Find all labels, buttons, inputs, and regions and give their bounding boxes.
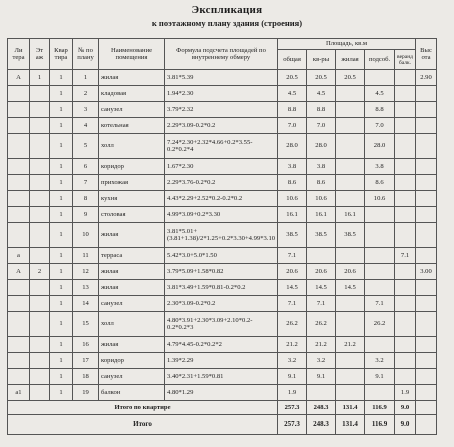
header-height: Выс ота [416,39,437,70]
room-number-cell: 10 [73,223,99,248]
auxiliary-area-cell: 3.8 [365,159,395,175]
total-area-cell: 10.6 [278,191,307,207]
litera-cell [8,86,30,102]
total-label: Итого [8,415,278,435]
formula-cell: 3.81*5.39 [165,70,278,86]
veranda-area-cell: 1.9 [395,385,416,401]
litera-cell [8,175,30,191]
apartment-cell: 1 [50,70,73,86]
table-row [8,207,437,223]
table-row [8,86,437,102]
veranda-area-cell [395,159,416,175]
apartment-area-cell: 4.5 [307,86,336,102]
height-cell [416,312,437,337]
total-value-cell: 257.3 [278,415,307,435]
floor-cell [30,280,50,296]
room-name-cell: коридор [99,353,165,369]
floor-cell [30,207,50,223]
floor-cell [30,86,50,102]
formula-cell: 4.80*3.91+2.30*3.09+2.10*0.2-0.2*0.2*3 [165,312,278,337]
auxiliary-area-cell: 28.0 [365,134,395,159]
auxiliary-area-cell [365,223,395,248]
total-value-cell: 248.3 [307,415,336,435]
total-area-cell: 8.8 [278,102,307,118]
room-name-cell: холл [99,134,165,159]
auxiliary-area-cell: 7.0 [365,118,395,134]
room-name-cell: жилая [99,70,165,86]
litera-cell [8,102,30,118]
table-row [8,280,437,296]
living-area-cell [336,102,365,118]
veranda-area-cell: 7.1 [395,248,416,264]
room-number-cell: 11 [73,248,99,264]
apartment-area-cell: 20.6 [307,264,336,280]
formula-cell: 4.99*3.09+0.2*3.30 [165,207,278,223]
living-area-cell: 20.6 [336,264,365,280]
apartment-area-cell: 7.0 [307,118,336,134]
formula-cell: 7.24*2.30+2.32*4.66+0.2*3.55-0.2*0.2*4 [165,134,278,159]
auxiliary-area-cell [365,248,395,264]
room-number-cell: 14 [73,296,99,312]
veranda-area-cell [395,280,416,296]
room-name-cell: жилая [99,264,165,280]
formula-cell: 3.79*2.32 [165,102,278,118]
table-row [8,102,437,118]
auxiliary-area-cell [365,337,395,353]
height-cell [416,159,437,175]
height-cell [416,248,437,264]
total-area-cell: 7.0 [278,118,307,134]
living-area-cell [336,248,365,264]
apartment-cell: 1 [50,385,73,401]
living-area-cell: 14.5 [336,280,365,296]
total-area-cell: 7.1 [278,296,307,312]
apartment-area-cell: 21.2 [307,337,336,353]
veranda-area-cell [395,296,416,312]
formula-cell: 3.81*5.01+(3.81+1.38)/2*1.25+0.2*3.30+4.99*3.10 [165,223,278,248]
table-row [8,385,437,401]
room-number-cell: 9 [73,207,99,223]
litera-cell: А [8,70,30,86]
apartment-area-cell: 38.5 [307,223,336,248]
apartment-area-cell: 28.0 [307,134,336,159]
header-area: Площадь, кв.м [278,39,416,50]
litera-cell [8,280,30,296]
apartment-cell: 1 [50,223,73,248]
height-cell [416,223,437,248]
empty-cell [416,415,437,435]
litera-cell [8,369,30,385]
total-value-cell: 116.9 [365,415,395,435]
total-area-cell: 3.8 [278,159,307,175]
table-row [8,159,437,175]
apartment-total-row [8,401,437,415]
apartment-cell: 1 [50,280,73,296]
height-cell [416,86,437,102]
floor-cell [30,159,50,175]
room-number-cell: 13 [73,280,99,296]
empty-cell [416,401,437,415]
room-number-cell: 6 [73,159,99,175]
height-cell [416,175,437,191]
header-auxiliary-area: подсоб. [365,50,395,70]
room-name-cell: терраса [99,248,165,264]
room-name-cell: котельная [99,118,165,134]
height-cell [416,369,437,385]
total-value-cell: 9.0 [395,401,416,415]
formula-cell: 2.29*3.76-0.2*0.2 [165,175,278,191]
litera-cell [8,191,30,207]
room-name-cell: коридор [99,159,165,175]
apartment-cell: 1 [50,207,73,223]
floor-cell [30,248,50,264]
total-area-cell: 8.6 [278,175,307,191]
litera-cell [8,353,30,369]
apartment-area-cell [307,385,336,401]
auxiliary-area-cell [365,385,395,401]
living-area-cell [336,385,365,401]
room-name-cell: санузел [99,102,165,118]
room-number-cell: 17 [73,353,99,369]
total-area-cell: 1.9 [278,385,307,401]
total-area-cell: 26.2 [278,312,307,337]
room-name-cell: жилая [99,337,165,353]
apartment-area-cell: 10.6 [307,191,336,207]
living-area-cell: 21.2 [336,337,365,353]
apartment-area-cell: 7.1 [307,296,336,312]
apartment-area-cell [307,248,336,264]
room-number-cell: 18 [73,369,99,385]
total-area-cell: 4.5 [278,86,307,102]
room-number-cell: 16 [73,337,99,353]
floor-cell [30,191,50,207]
room-number-cell: 1 [73,70,99,86]
total-value-cell: 257.3 [278,401,307,415]
living-area-cell: 38.5 [336,223,365,248]
floor-cell [30,296,50,312]
veranda-area-cell [395,207,416,223]
litera-cell [8,223,30,248]
veranda-area-cell [395,223,416,248]
apartment-cell: 1 [50,118,73,134]
header-litera: Ли тера [8,39,30,70]
apartment-cell: 1 [50,191,73,207]
litera-cell [8,207,30,223]
veranda-area-cell [395,264,416,280]
litera-cell [8,134,30,159]
total-area-cell: 21.2 [278,337,307,353]
header-formula: Формула подсчета площадей по внутреннему обмеру [165,39,278,70]
auxiliary-area-cell [365,280,395,296]
apartment-area-cell: 3.8 [307,159,336,175]
living-area-cell [336,175,365,191]
room-name-cell: холл [99,312,165,337]
total-area-cell: 16.1 [278,207,307,223]
living-area-cell: 20.5 [336,70,365,86]
total-value-cell: 116.9 [365,401,395,415]
living-area-cell [336,312,365,337]
height-cell [416,337,437,353]
apartment-cell: 1 [50,353,73,369]
formula-cell: 3.40*2.31+1.59*0.81 [165,369,278,385]
apartment-cell: 1 [50,159,73,175]
total-area-cell: 20.6 [278,264,307,280]
living-area-cell [336,134,365,159]
formula-cell: 1.67*2.30 [165,159,278,175]
formula-cell: 4.43*2.29+2.52*0.2-0.2*0.2 [165,191,278,207]
floor-cell [30,134,50,159]
height-cell: 2.90 [416,70,437,86]
litera-cell: а1 [8,385,30,401]
litera-cell [8,296,30,312]
document-title: Экспликация [191,4,263,16]
auxiliary-area-cell [365,70,395,86]
table-row [8,191,437,207]
total-value-cell: 131.4 [336,415,365,435]
veranda-area-cell [395,102,416,118]
table-row [8,223,437,248]
header-living-area: жилая [336,50,365,70]
apartment-area-cell: 20.5 [307,70,336,86]
height-cell [416,118,437,134]
room-number-cell: 4 [73,118,99,134]
apartment-area-cell: 8.8 [307,102,336,118]
height-cell [416,102,437,118]
litera-cell [8,337,30,353]
height-cell [416,280,437,296]
table-row [8,369,437,385]
living-area-cell [336,296,365,312]
apartment-cell: 1 [50,312,73,337]
room-name-cell: санузел [99,369,165,385]
floor-cell: 2 [30,264,50,280]
total-area-cell: 7.1 [278,248,307,264]
header-veranda-area: веранд балк. [395,50,416,70]
veranda-area-cell [395,134,416,159]
room-number-cell: 5 [73,134,99,159]
veranda-area-cell [395,312,416,337]
auxiliary-area-cell [365,207,395,223]
litera-cell [8,312,30,337]
living-area-cell [336,369,365,385]
total-area-cell: 14.5 [278,280,307,296]
table-row [8,337,437,353]
height-cell [416,134,437,159]
room-number-cell: 7 [73,175,99,191]
formula-cell: 1.94*2.30 [165,86,278,102]
table-row [8,134,437,159]
total-value-cell: 9.0 [395,415,416,435]
floor-cell [30,102,50,118]
auxiliary-area-cell: 3.2 [365,353,395,369]
total-area-cell: 20.5 [278,70,307,86]
height-cell: 3.00 [416,264,437,280]
apartment-area-cell: 8.6 [307,175,336,191]
apartment-cell: 1 [50,369,73,385]
litera-cell: А [8,264,30,280]
formula-cell: 1.39*2.29 [165,353,278,369]
total-area-cell: 9.1 [278,369,307,385]
auxiliary-area-cell: 10.6 [365,191,395,207]
table-row [8,118,437,134]
room-number-cell: 15 [73,312,99,337]
document-subtitle: к поэтажному плану здания (строения) [151,18,303,28]
floor-cell [30,369,50,385]
floor-cell [30,175,50,191]
apartment-cell: 1 [50,337,73,353]
litera-cell: а [8,248,30,264]
room-number-cell: 2 [73,86,99,102]
apartment-cell: 1 [50,86,73,102]
auxiliary-area-cell: 7.1 [365,296,395,312]
table-row [8,70,437,86]
auxiliary-area-cell: 8.6 [365,175,395,191]
height-cell [416,296,437,312]
total-value-cell: 248.3 [307,401,336,415]
auxiliary-area-cell: 26.2 [365,312,395,337]
floor-cell [30,312,50,337]
room-name-cell: санузел [99,296,165,312]
formula-cell: 4.80*1.29 [165,385,278,401]
table-row [8,264,437,280]
room-name-cell: столовая [99,207,165,223]
total-area-cell: 3.2 [278,353,307,369]
veranda-area-cell [395,191,416,207]
living-area-cell [336,353,365,369]
apartment-cell: 1 [50,134,73,159]
floor-cell [30,353,50,369]
living-area-cell: 16.1 [336,207,365,223]
formula-cell: 2.29*3.09-0.2*0.2 [165,118,278,134]
table-row [8,296,437,312]
apartment-cell: 1 [50,296,73,312]
floor-cell [30,337,50,353]
veranda-area-cell [395,86,416,102]
apartment-cell: 1 [50,264,73,280]
room-name-cell: кладовая [99,86,165,102]
height-cell [416,385,437,401]
formula-cell: 2.30*3.09-0.2*0.2 [165,296,278,312]
height-cell [416,353,437,369]
veranda-area-cell [395,353,416,369]
height-cell [416,207,437,223]
room-number-cell: 3 [73,102,99,118]
room-name-cell: жилая [99,280,165,296]
veranda-area-cell [395,118,416,134]
formula-cell: 4.79*4.45-0.2*0.2*2 [165,337,278,353]
apartment-area-cell: 14.5 [307,280,336,296]
total-area-cell: 28.0 [278,134,307,159]
explication-table [7,38,437,435]
total-label: Итого по квартире [8,401,278,415]
table-row [8,175,437,191]
grand-total-row [8,415,437,435]
litera-cell [8,118,30,134]
header-room-number: № по плану [73,39,99,70]
room-name-cell: прихожая [99,175,165,191]
veranda-area-cell [395,175,416,191]
table-row [8,353,437,369]
formula-cell: 5.42*3.0+5.0*1.50 [165,248,278,264]
living-area-cell [336,191,365,207]
formula-cell: 3.81*3.49+1.59*0.81-0.2*0.2 [165,280,278,296]
room-name-cell: жилая [99,223,165,248]
floor-cell [30,223,50,248]
apartment-cell: 1 [50,102,73,118]
apartment-area-cell: 9.1 [307,369,336,385]
apartment-area-cell: 26.2 [307,312,336,337]
header-total-area: общая [278,50,307,70]
veranda-area-cell [395,70,416,86]
apartment-area-cell: 3.2 [307,353,336,369]
table-row [8,312,437,337]
room-name-cell: кухня [99,191,165,207]
formula-cell: 3.79*5.09+1.58*0.82 [165,264,278,280]
litera-cell [8,159,30,175]
living-area-cell [336,86,365,102]
total-value-cell: 131.4 [336,401,365,415]
room-number-cell: 19 [73,385,99,401]
auxiliary-area-cell: 8.8 [365,102,395,118]
living-area-cell [336,118,365,134]
room-number-cell: 8 [73,191,99,207]
veranda-area-cell [395,337,416,353]
total-area-cell: 38.5 [278,223,307,248]
apartment-cell: 1 [50,248,73,264]
header-kvartira: Квар тира [50,39,73,70]
room-number-cell: 12 [73,264,99,280]
auxiliary-area-cell: 4.5 [365,86,395,102]
floor-cell: 1 [30,70,50,86]
height-cell [416,191,437,207]
header-room-name: Наименование помещения [99,39,165,70]
floor-cell [30,118,50,134]
floor-cell [30,385,50,401]
header-apartment-area: кв-ры [307,50,336,70]
apartment-area-cell: 16.1 [307,207,336,223]
living-area-cell [336,159,365,175]
header-etazh: Эт аж [30,39,50,70]
table-row [8,248,437,264]
apartment-cell: 1 [50,175,73,191]
auxiliary-area-cell: 9.1 [365,369,395,385]
veranda-area-cell [395,369,416,385]
auxiliary-area-cell [365,264,395,280]
room-name-cell: балкон [99,385,165,401]
